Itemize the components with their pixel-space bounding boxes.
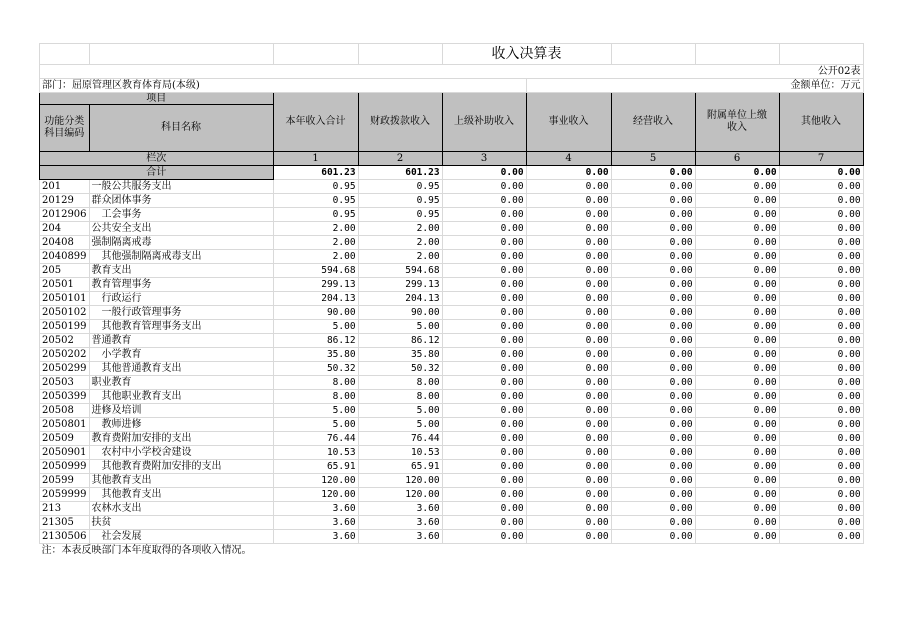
row-value-3: 0.00	[442, 222, 526, 236]
row-name: 农林水支出	[89, 502, 273, 516]
row-value-3: 0.00	[442, 432, 526, 446]
row-value-3: 0.00	[442, 530, 526, 544]
row-value-6: 0.00	[695, 488, 779, 502]
row-value-6: 0.00	[695, 320, 779, 334]
row-value-6: 0.00	[695, 194, 779, 208]
table-row	[40, 236, 864, 250]
row-code: 2050399	[40, 390, 90, 404]
table-row	[40, 502, 864, 516]
code-header: 功能分类科目编码	[40, 105, 90, 152]
row-value-2: 0.95	[358, 194, 442, 208]
row-value-3: 0.00	[442, 446, 526, 460]
row-value-2: 120.00	[358, 474, 442, 488]
row-value-5: 0.00	[611, 488, 695, 502]
col-header-2: 财政拨款收入	[358, 93, 442, 152]
table-row	[40, 306, 864, 320]
row-value-1: 3.60	[273, 502, 358, 516]
row-value-2: 3.60	[358, 516, 442, 530]
row-code: 20502	[40, 334, 90, 348]
column-index-3: 3	[442, 152, 526, 166]
row-code: 2050999	[40, 460, 90, 474]
row-name: 教师进修	[89, 418, 273, 432]
col-header-5: 经营收入	[611, 93, 695, 152]
row-value-3: 0.00	[442, 278, 526, 292]
row-name: 小学教育	[89, 348, 273, 362]
row-value-7: 0.00	[779, 236, 863, 250]
row-value-3: 0.00	[442, 194, 526, 208]
row-value-3: 0.00	[442, 250, 526, 264]
row-value-5: 0.00	[611, 278, 695, 292]
row-value-3: 0.00	[442, 376, 526, 390]
row-value-7: 0.00	[779, 306, 863, 320]
row-value-6: 0.00	[695, 334, 779, 348]
row-value-7: 0.00	[779, 264, 863, 278]
row-value-5: 0.00	[611, 474, 695, 488]
row-value-6: 0.00	[695, 236, 779, 250]
row-value-4: 0.00	[526, 348, 611, 362]
col-header-1: 本年收入合计	[273, 93, 358, 152]
row-name: 一般行政管理事务	[89, 306, 273, 320]
table-row	[40, 292, 864, 306]
row-value-6: 0.00	[695, 376, 779, 390]
row-value-5: 0.00	[611, 446, 695, 460]
row-value-3: 0.00	[442, 334, 526, 348]
table-row	[40, 362, 864, 376]
row-value-3: 0.00	[442, 390, 526, 404]
row-value-6: 0.00	[695, 250, 779, 264]
row-value-6: 0.00	[695, 446, 779, 460]
table-row	[40, 320, 864, 334]
row-name: 教育支出	[89, 264, 273, 278]
row-value-3: 0.00	[442, 236, 526, 250]
row-value-4: 0.00	[526, 320, 611, 334]
row-code: 20408	[40, 236, 90, 250]
row-value-6: 0.00	[695, 390, 779, 404]
name-header: 科目名称	[89, 105, 273, 152]
row-value-5: 0.00	[611, 516, 695, 530]
row-value-1: 204.13	[273, 292, 358, 306]
table-row	[40, 180, 864, 194]
row-name: 教育费附加安排的支出	[89, 432, 273, 446]
row-name: 其他教育费附加安排的支出	[89, 460, 273, 474]
row-value-1: 50.32	[273, 362, 358, 376]
row-value-5: 0.00	[611, 334, 695, 348]
table-row	[40, 390, 864, 404]
table-row	[40, 418, 864, 432]
row-value-2: 50.32	[358, 362, 442, 376]
row-name: 行政运行	[89, 292, 273, 306]
row-value-2: 5.00	[358, 320, 442, 334]
row-code: 205	[40, 264, 90, 278]
row-name: 其他强制隔离戒毒支出	[89, 250, 273, 264]
row-value-7: 0.00	[779, 530, 863, 544]
row-name: 教育管理事务	[89, 278, 273, 292]
row-value-5: 0.00	[611, 432, 695, 446]
row-value-2: 0.95	[358, 208, 442, 222]
col-header-3: 上级补助收入	[442, 93, 526, 152]
row-value-7: 0.00	[779, 222, 863, 236]
row-value-2: 2.00	[358, 222, 442, 236]
row-value-7: 0.00	[779, 320, 863, 334]
row-value-1: 5.00	[273, 418, 358, 432]
row-value-5: 0.00	[611, 376, 695, 390]
row-value-1: 5.00	[273, 320, 358, 334]
row-value-5: 0.00	[611, 292, 695, 306]
row-value-6: 0.00	[695, 404, 779, 418]
row-value-5: 0.00	[611, 348, 695, 362]
row-value-7: 0.00	[779, 516, 863, 530]
row-value-6: 0.00	[695, 264, 779, 278]
row-value-3: 0.00	[442, 292, 526, 306]
row-value-4: 0.00	[526, 460, 611, 474]
row-name: 其他普通教育支出	[89, 362, 273, 376]
column-index-6: 6	[695, 152, 779, 166]
column-index-5: 5	[611, 152, 695, 166]
row-value-6: 0.00	[695, 180, 779, 194]
row-name: 一般公共服务支出	[89, 180, 273, 194]
table-row	[40, 250, 864, 264]
row-value-1: 8.00	[273, 390, 358, 404]
row-value-5: 0.00	[611, 264, 695, 278]
table-row	[40, 208, 864, 222]
row-value-4: 0.00	[526, 208, 611, 222]
row-value-1: 86.12	[273, 334, 358, 348]
row-value-1: 3.60	[273, 516, 358, 530]
report-sheet	[39, 43, 864, 557]
row-value-1: 8.00	[273, 376, 358, 390]
row-value-2: 65.91	[358, 460, 442, 474]
row-value-5: 0.00	[611, 502, 695, 516]
row-value-2: 3.60	[358, 530, 442, 544]
row-value-4: 0.00	[526, 446, 611, 460]
row-value-5: 0.00	[611, 208, 695, 222]
row-value-2: 8.00	[358, 390, 442, 404]
row-code: 2050299	[40, 362, 90, 376]
row-value-4: 0.00	[526, 250, 611, 264]
table-row	[40, 264, 864, 278]
row-value-3: 0.00	[442, 362, 526, 376]
total-value-2: 601.23	[358, 166, 442, 180]
row-value-6: 0.00	[695, 418, 779, 432]
row-value-4: 0.00	[526, 362, 611, 376]
table-row	[40, 516, 864, 530]
row-name: 公共安全支出	[89, 222, 273, 236]
row-value-2: 90.00	[358, 306, 442, 320]
income-table	[39, 43, 864, 557]
table-row	[40, 222, 864, 236]
row-code: 20129	[40, 194, 90, 208]
row-value-6: 0.00	[695, 432, 779, 446]
row-name: 其他教育管理事务支出	[89, 320, 273, 334]
row-value-6: 0.00	[695, 502, 779, 516]
table-row	[40, 530, 864, 544]
total-value-4: 0.00	[526, 166, 611, 180]
item-header: 项目	[40, 93, 274, 105]
table-row	[40, 194, 864, 208]
row-value-1: 3.60	[273, 530, 358, 544]
row-value-7: 0.00	[779, 278, 863, 292]
row-value-7: 0.00	[779, 348, 863, 362]
total-label: 合计	[40, 166, 274, 180]
row-code: 2012906	[40, 208, 90, 222]
row-value-7: 0.00	[779, 488, 863, 502]
row-value-3: 0.00	[442, 264, 526, 278]
row-value-7: 0.00	[779, 404, 863, 418]
row-code: 2059999	[40, 488, 90, 502]
row-value-7: 0.00	[779, 292, 863, 306]
table-row	[40, 376, 864, 390]
row-value-7: 0.00	[779, 180, 863, 194]
row-value-1: 120.00	[273, 488, 358, 502]
row-value-1: 5.00	[273, 404, 358, 418]
row-value-3: 0.00	[442, 320, 526, 334]
row-value-7: 0.00	[779, 474, 863, 488]
row-code: 2050202	[40, 348, 90, 362]
row-value-4: 0.00	[526, 376, 611, 390]
row-code: 2050801	[40, 418, 90, 432]
row-code: 204	[40, 222, 90, 236]
page-title: 收入决算表	[442, 44, 611, 65]
row-value-7: 0.00	[779, 446, 863, 460]
row-value-1: 2.00	[273, 236, 358, 250]
row-value-4: 0.00	[526, 502, 611, 516]
row-value-6: 0.00	[695, 460, 779, 474]
total-value-3: 0.00	[442, 166, 526, 180]
table-row	[40, 432, 864, 446]
row-code: 2050199	[40, 320, 90, 334]
row-value-5: 0.00	[611, 222, 695, 236]
row-name: 群众团体事务	[89, 194, 273, 208]
row-value-7: 0.00	[779, 460, 863, 474]
total-value-5: 0.00	[611, 166, 695, 180]
row-value-4: 0.00	[526, 306, 611, 320]
col-header-6: 附属单位上缴收入	[695, 93, 779, 152]
row-value-2: 35.80	[358, 348, 442, 362]
row-code: 20501	[40, 278, 90, 292]
row-value-2: 3.60	[358, 502, 442, 516]
row-value-5: 0.00	[611, 194, 695, 208]
row-value-2: 8.00	[358, 376, 442, 390]
row-value-4: 0.00	[526, 222, 611, 236]
row-value-2: 299.13	[358, 278, 442, 292]
row-name: 农村中小学校舍建设	[89, 446, 273, 460]
row-value-4: 0.00	[526, 292, 611, 306]
row-value-7: 0.00	[779, 362, 863, 376]
row-value-3: 0.00	[442, 474, 526, 488]
row-value-1: 0.95	[273, 194, 358, 208]
row-name: 社会发展	[89, 530, 273, 544]
row-code: 20508	[40, 404, 90, 418]
row-value-1: 2.00	[273, 250, 358, 264]
row-value-6: 0.00	[695, 516, 779, 530]
row-name: 其他教育支出	[89, 488, 273, 502]
table-row	[40, 446, 864, 460]
row-value-3: 0.00	[442, 488, 526, 502]
row-value-5: 0.00	[611, 418, 695, 432]
row-value-2: 5.00	[358, 404, 442, 418]
column-index-2: 2	[358, 152, 442, 166]
row-value-1: 0.95	[273, 180, 358, 194]
row-name: 职业教育	[89, 376, 273, 390]
row-value-5: 0.00	[611, 362, 695, 376]
row-value-6: 0.00	[695, 278, 779, 292]
row-code: 2050901	[40, 446, 90, 460]
row-value-3: 0.00	[442, 180, 526, 194]
row-value-7: 0.00	[779, 194, 863, 208]
row-value-4: 0.00	[526, 390, 611, 404]
row-value-1: 299.13	[273, 278, 358, 292]
row-value-5: 0.00	[611, 530, 695, 544]
table-row	[40, 404, 864, 418]
row-name: 其他职业教育支出	[89, 390, 273, 404]
form-number: 公开02表	[40, 65, 864, 79]
total-value-1: 601.23	[273, 166, 358, 180]
row-value-1: 10.53	[273, 446, 358, 460]
row-value-6: 0.00	[695, 474, 779, 488]
row-value-6: 0.00	[695, 306, 779, 320]
row-value-6: 0.00	[695, 292, 779, 306]
row-value-2: 2.00	[358, 236, 442, 250]
row-value-6: 0.00	[695, 530, 779, 544]
row-value-4: 0.00	[526, 194, 611, 208]
row-value-4: 0.00	[526, 516, 611, 530]
row-value-1: 594.68	[273, 264, 358, 278]
table-row	[40, 334, 864, 348]
column-index-label: 栏次	[40, 152, 274, 166]
row-code: 2050101	[40, 292, 90, 306]
row-code: 2050102	[40, 306, 90, 320]
row-value-3: 0.00	[442, 516, 526, 530]
row-value-4: 0.00	[526, 278, 611, 292]
row-code: 2040899	[40, 250, 90, 264]
row-value-2: 5.00	[358, 418, 442, 432]
row-name: 强制隔离戒毒	[89, 236, 273, 250]
table-row	[40, 348, 864, 362]
row-value-5: 0.00	[611, 180, 695, 194]
row-value-1: 65.91	[273, 460, 358, 474]
row-value-1: 2.00	[273, 222, 358, 236]
row-value-1: 76.44	[273, 432, 358, 446]
row-value-2: 204.13	[358, 292, 442, 306]
table-row	[40, 474, 864, 488]
row-value-5: 0.00	[611, 460, 695, 474]
row-value-4: 0.00	[526, 418, 611, 432]
row-value-2: 594.68	[358, 264, 442, 278]
row-value-5: 0.00	[611, 236, 695, 250]
row-code: 21305	[40, 516, 90, 530]
row-value-6: 0.00	[695, 362, 779, 376]
row-value-2: 76.44	[358, 432, 442, 446]
row-value-6: 0.00	[695, 222, 779, 236]
row-value-2: 86.12	[358, 334, 442, 348]
row-value-3: 0.00	[442, 460, 526, 474]
row-code: 2130506	[40, 530, 90, 544]
row-value-6: 0.00	[695, 208, 779, 222]
row-value-7: 0.00	[779, 250, 863, 264]
row-value-6: 0.00	[695, 348, 779, 362]
column-index-1: 1	[273, 152, 358, 166]
row-value-5: 0.00	[611, 306, 695, 320]
row-value-4: 0.00	[526, 488, 611, 502]
table-row	[40, 488, 864, 502]
row-name: 工会事务	[89, 208, 273, 222]
row-value-7: 0.00	[779, 208, 863, 222]
row-value-1: 0.95	[273, 208, 358, 222]
col-header-4: 事业收入	[526, 93, 611, 152]
row-value-3: 0.00	[442, 502, 526, 516]
row-name: 普通教育	[89, 334, 273, 348]
row-value-1: 90.00	[273, 306, 358, 320]
table-row	[40, 460, 864, 474]
row-value-7: 0.00	[779, 390, 863, 404]
row-value-3: 0.00	[442, 404, 526, 418]
row-value-2: 10.53	[358, 446, 442, 460]
row-name: 进修及培训	[89, 404, 273, 418]
row-value-5: 0.00	[611, 320, 695, 334]
row-value-1: 35.80	[273, 348, 358, 362]
row-name: 扶贫	[89, 516, 273, 530]
row-value-4: 0.00	[526, 530, 611, 544]
row-value-4: 0.00	[526, 334, 611, 348]
row-code: 20509	[40, 432, 90, 446]
row-value-7: 0.00	[779, 502, 863, 516]
row-value-7: 0.00	[779, 334, 863, 348]
row-value-4: 0.00	[526, 180, 611, 194]
row-value-2: 120.00	[358, 488, 442, 502]
row-value-7: 0.00	[779, 376, 863, 390]
col-header-7: 其他收入	[779, 93, 863, 152]
department-label: 部门：屈原管理区教育体育局(本级)	[40, 79, 527, 93]
row-value-5: 0.00	[611, 250, 695, 264]
row-code: 20503	[40, 376, 90, 390]
row-value-4: 0.00	[526, 474, 611, 488]
row-value-2: 0.95	[358, 180, 442, 194]
row-value-4: 0.00	[526, 432, 611, 446]
total-value-7: 0.00	[779, 166, 863, 180]
row-value-3: 0.00	[442, 306, 526, 320]
row-value-2: 2.00	[358, 250, 442, 264]
column-index-7: 7	[779, 152, 863, 166]
row-value-7: 0.00	[779, 418, 863, 432]
row-name: 其他教育支出	[89, 474, 273, 488]
row-value-5: 0.00	[611, 390, 695, 404]
total-value-6: 0.00	[695, 166, 779, 180]
column-index-4: 4	[526, 152, 611, 166]
row-value-1: 120.00	[273, 474, 358, 488]
row-value-3: 0.00	[442, 348, 526, 362]
row-code: 201	[40, 180, 90, 194]
row-value-3: 0.00	[442, 418, 526, 432]
unit-label: 金额单位：万元	[526, 79, 863, 93]
row-value-4: 0.00	[526, 236, 611, 250]
row-value-3: 0.00	[442, 208, 526, 222]
row-code: 20599	[40, 474, 90, 488]
row-value-4: 0.00	[526, 404, 611, 418]
footnote: 注：本表反映部门本年度取得的各项收入情况。	[41, 544, 252, 556]
row-code: 213	[40, 502, 90, 516]
table-row	[40, 278, 864, 292]
row-value-4: 0.00	[526, 264, 611, 278]
row-value-5: 0.00	[611, 404, 695, 418]
row-value-7: 0.00	[779, 432, 863, 446]
